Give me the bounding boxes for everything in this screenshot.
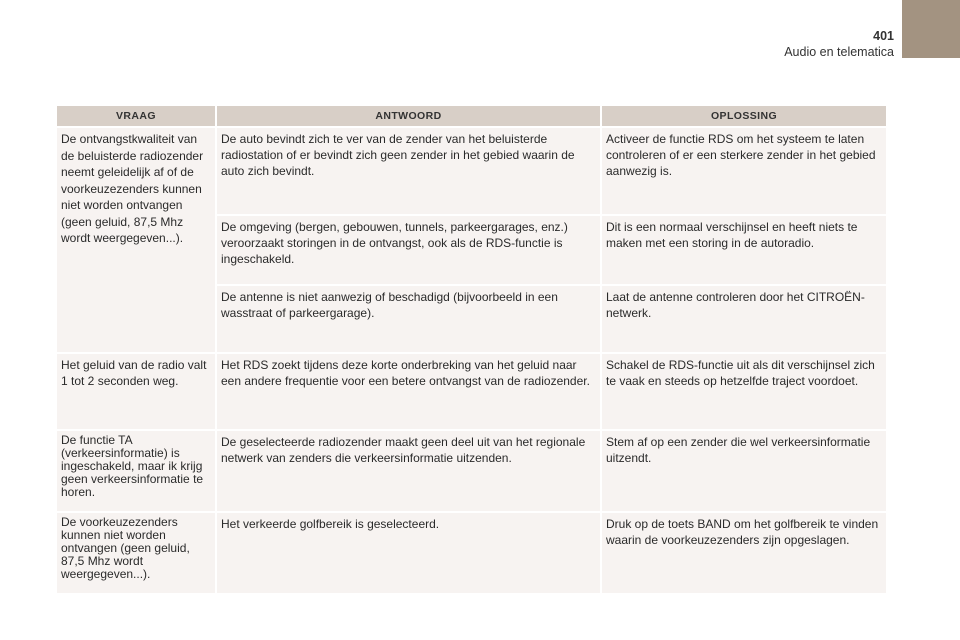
vraag-cell: De functie TA (verkeersinformatie) is ingeschakeld, maar ik krijg geen verkeersinformatie te horen. [57, 429, 217, 511]
antwoord-cell: De auto bevindt zich te ver van de zender van het beluisterde radiostation of er bevindt zich geen zender in het gebied waarin de auto zich bevindt. [217, 126, 602, 214]
antwoord-cell: Het RDS zoekt tijdens deze korte onderbreking van het geluid naar een andere frequentie voor een betere ontvangst van de radiozender. [217, 352, 602, 429]
table-row [57, 126, 886, 214]
oplossing-cell: Schakel de RDS-functie uit als dit verschijnsel zich te vaak en steeds op hetzelfde traject voordoet. [602, 352, 886, 429]
troubleshooting-table [57, 106, 886, 593]
table-row [57, 511, 886, 593]
antwoord-cell: De antenne is niet aanwezig of beschadigd (bijvoorbeeld in een wasstraat of parkeergarage). [217, 284, 602, 352]
page-corner-tab [902, 0, 960, 58]
oplossing-cell: Druk op de toets BAND om het golfbereik te vinden waarin de voorkeuzezenders zijn opgeslagen. [602, 511, 886, 593]
antwoord-cell: De geselecteerde radiozender maakt geen deel uit van het regionale netwerk van zenders die verkeersinformatie uitzenden. [217, 429, 602, 511]
vraag-cell: De voorkeuzezenders kunnen niet worden ontvangen (geen geluid, 87,5 Mhz wordt weergegeven...). [57, 511, 217, 593]
header-antwoord: ANTWOORD [217, 106, 602, 126]
section-title: Audio en telematica [784, 45, 894, 59]
table-header-row [57, 106, 886, 126]
oplossing-cell: Dit is een normaal verschijnsel en heeft niets te maken met een storing in de autoradio. [602, 214, 886, 284]
oplossing-cell: Stem af op een zender die wel verkeersinformatie uitzendt. [602, 429, 886, 511]
oplossing-cell: Activeer de functie RDS om het systeem te laten controleren of er een sterkere zender in het gebied aanwezig is. [602, 126, 886, 214]
table-row [57, 352, 886, 429]
antwoord-cell: Het verkeerde golfbereik is geselecteerd. [217, 511, 602, 593]
vraag-cell: De ontvangstkwaliteit van de beluisterde radiozender neemt geleidelijk af of de voorkeuzezenders kunnen niet worden ontvangen (geen geluid, 87,5 Mhz wordt weergegeven...). [57, 126, 217, 352]
oplossing-cell: Laat de antenne controleren door het CITROËN-netwerk. [602, 284, 886, 352]
antwoord-cell: De omgeving (bergen, gebouwen, tunnels, parkeergarages, enz.) veroorzaakt storingen in de ontvangst, ook als de RDS-functie is ingeschakeld. [217, 214, 602, 284]
vraag-cell: Het geluid van de radio valt 1 tot 2 seconden weg. [57, 352, 217, 429]
header-vraag: VRAAG [57, 106, 217, 126]
table-row [57, 429, 886, 511]
header-oplossing: OPLOSSING [602, 106, 886, 126]
page-number: 401 [873, 29, 894, 43]
